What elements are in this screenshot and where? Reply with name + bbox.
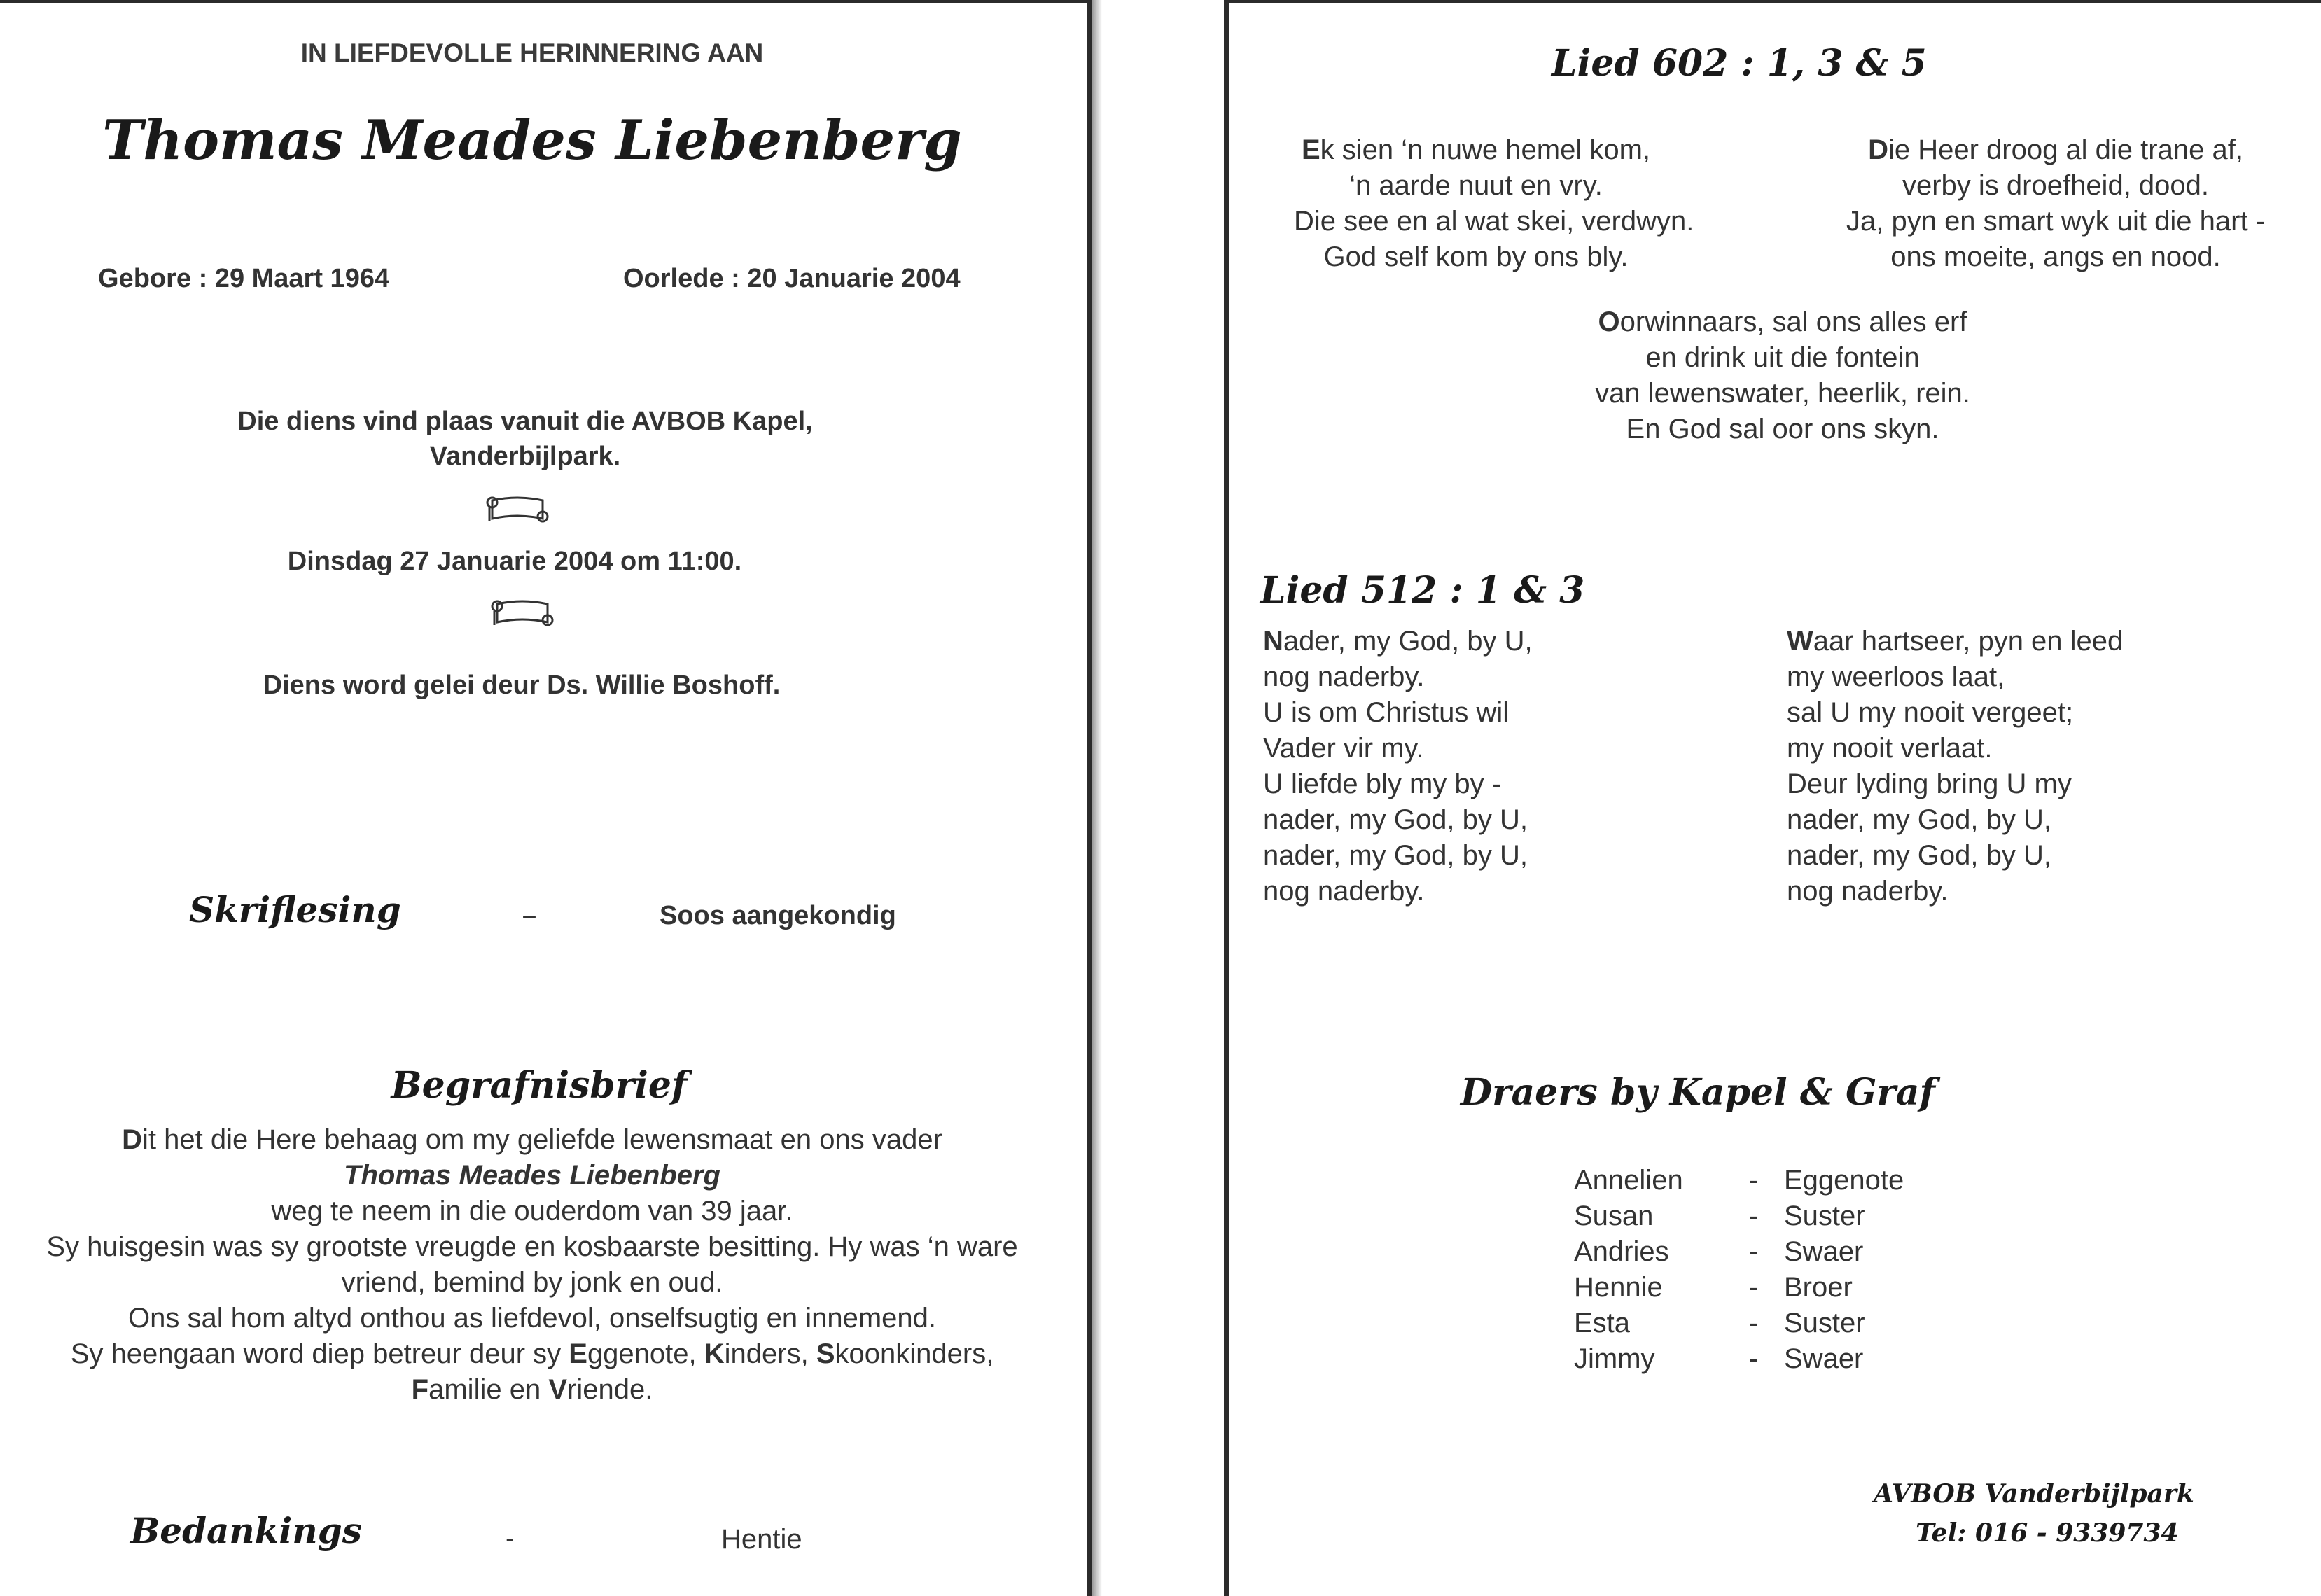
letter-line: Sy heengaan word diep betreur deur sy Eggenote, Kinders, Skoonkinders, <box>70 1338 994 1369</box>
lyric-line: Ja, pyn en smart wyk uit die hart - <box>1846 206 2265 237</box>
thanks-title: Bedankings <box>130 1510 362 1551</box>
lyric-line: U is om Christus wil <box>1263 697 1510 728</box>
lyric-line: nog naderby. <box>1263 876 1425 906</box>
letter-line: Sy huisgesin was sy grootste vreugde en kosbaarste besitting. Hy was ‘n ware <box>46 1231 1018 1262</box>
lyric-line: nader, my God, by U, <box>1263 804 1528 835</box>
lyric-line: ons moeite, angs en nood. <box>1890 241 2221 272</box>
hymn1-verse2 <box>1832 132 2280 275</box>
birth-date: Gebore : 29 Maart 1964 <box>98 264 390 293</box>
footer-phone: Tel: 016 - 9339734 <box>1916 1518 2179 1548</box>
lyric-line: Die see en al wat skei, verdwyn. <box>1294 206 1694 237</box>
letter-line: vriend, bemind by jonk en oud. <box>341 1267 723 1298</box>
thanks-value: Hentie <box>721 1524 802 1555</box>
lyric-line: my weerloos laat, <box>1787 662 2005 692</box>
lyric-line: nader, my God, by U, <box>1787 840 2051 871</box>
lyric-line: en drink uit die fontein <box>1645 342 1920 373</box>
hymn2-title: Lied 512 : 1 & 3 <box>1260 569 1585 612</box>
lyric-line: Deur lyding bring U my <box>1787 769 2072 799</box>
service-location <box>0 404 1050 474</box>
lyric-line: my nooit verlaat. <box>1787 733 1993 764</box>
bearer-row: Hennie - Broer <box>1574 1272 1853 1303</box>
lyric-line: sal U my nooit vergeet; <box>1787 697 2074 728</box>
bearer-row: Esta - Suster <box>1574 1308 1865 1338</box>
scroll-ornament-icon <box>490 597 555 629</box>
letter-line: weg te neem in die ouderdom van 39 jaar. <box>271 1196 793 1226</box>
letter-line: Dit het die Here behaag om my geliefde lewensmaat en ons vader <box>122 1124 942 1155</box>
hymn1-title: Lied 602 : 1, 3 & 5 <box>1552 42 1927 85</box>
lyric-line: nog naderby. <box>1263 662 1425 692</box>
lyric-line: Oorwinnaars, sal ons alles erf <box>1598 307 1967 337</box>
lyric-line: U liefde bly my by - <box>1263 769 1502 799</box>
officiant: Diens word gelei deur Ds. Willie Boshoff. <box>263 671 781 700</box>
lyric-line: verby is droefheid, dood. <box>1902 170 2210 201</box>
letter-line-name: Thomas Meades Liebenberg <box>344 1160 720 1191</box>
service-date: Dinsdag 27 Januarie 2004 om 11:00. <box>287 547 742 576</box>
lyric-line: Die Heer droog al die trane af, <box>1868 134 2243 165</box>
reading-value: Soos aangekondig <box>660 901 896 930</box>
reading-dash: – <box>522 901 537 930</box>
footer-company: AVBOB Vanderbijlpark <box>1874 1479 2194 1508</box>
lyric-line: Waar hartseer, pyn en leed <box>1787 626 2124 657</box>
hymn1-verse1 <box>1294 132 1694 275</box>
deceased-name: Thomas Meades Liebenberg <box>102 108 962 172</box>
lyric-line: nader, my God, by U, <box>1787 804 2051 835</box>
bearers-list <box>1574 1163 1904 1377</box>
service-location-line1: Die diens vind plaas vanuit die AVBOB Kapel, <box>237 407 813 436</box>
hymn2-verse1 <box>1263 624 1533 909</box>
lyric-line: Ek sien ‘n nuwe hemel kom, <box>1301 134 1650 165</box>
reading-title: Skriflesing <box>189 889 401 930</box>
hymn1-verse3 <box>1559 304 2007 447</box>
page-fold-shadow <box>1092 0 1102 1596</box>
scroll-ornament-icon <box>485 493 550 526</box>
bearers-title: Draers by Kapel & Graf <box>1461 1071 1935 1114</box>
bearer-row: Andries - Swaer <box>1574 1236 1864 1267</box>
death-date: Oorlede : 20 Januarie 2004 <box>623 264 961 293</box>
lyric-line: nog naderby. <box>1787 876 1949 906</box>
lyric-line: nader, my God, by U, <box>1263 840 1528 871</box>
left-page <box>0 0 1092 1596</box>
lyric-line: En God sal oor ons skyn. <box>1626 414 1939 444</box>
hymn2-verse2 <box>1787 624 2123 909</box>
letter-line: Familie en Vriende. <box>411 1374 653 1405</box>
thanks-dash: - <box>506 1524 515 1553</box>
bearer-row: Jimmy - Swaer <box>1574 1343 1864 1374</box>
lyric-line: van lewenswater, heerlik, rein. <box>1595 378 1970 409</box>
lyric-line: ‘n aarde nuut en vry. <box>1349 170 1603 201</box>
bearer-row: Susan - Suster <box>1574 1200 1865 1231</box>
lyric-line: Vader vir my. <box>1263 733 1424 764</box>
letter-title: Begrafnisbrief <box>391 1064 688 1107</box>
lyric-line: Nader, my God, by U, <box>1263 626 1533 657</box>
service-location-line2: Vanderbijlpark. <box>429 442 621 471</box>
right-page <box>1224 0 2321 1596</box>
memorial-header: IN LIEFDEVOLLE HERINNERING AAN <box>300 38 764 67</box>
funeral-letter <box>0 1122 1064 1408</box>
letter-line: Ons sal hom altyd onthou as liefdevol, onselfsugtig en innemend. <box>127 1303 937 1334</box>
lyric-line: God self kom by ons bly. <box>1323 241 1629 272</box>
bearer-row: Annelien - Eggenote <box>1574 1165 1904 1196</box>
